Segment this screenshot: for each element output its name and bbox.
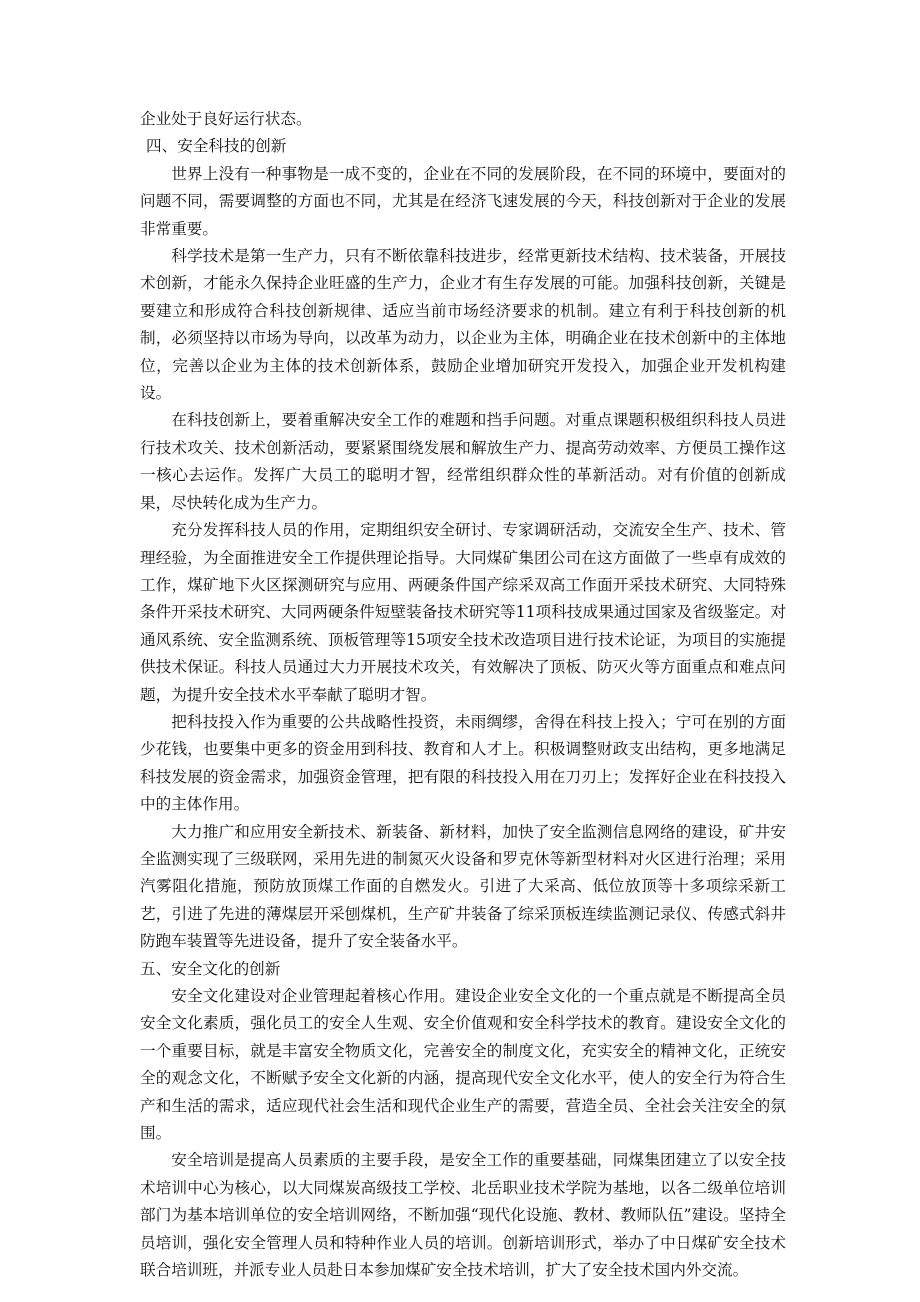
section-heading-tech-innovation: 四、安全科技的创新 [146,137,287,156]
paragraph: 充分发挥科技人员的作用，定期组织安全研讨、专家调研活动，交流安全生产、技术、管理经验，为全面推进安全工作提供理论指导。大同煤矿集团公司在这方面做了一些卓有成效的工作，煤矿地下火区探测研究与应用、两硬条件国产综采双高工作面开采技术研究、大同特殊条件开采技术研究、大同两硬条件短壁装备技术研究等11项科技成果通过国家及省级鉴定。对通风系统、安全监测系统、顶板管理等15项安全技术改造项目进行技术论证，为项目的实施提供技术保证。科技人员通过大力开展技术攻关，有效解决了顶板、防灭火等方面重点和难点问题，为提升安全技术水平奉献了聪明才智。 [140,521,786,704]
paragraph: 在科技创新上，要着重解决安全工作的难题和挡手问题。对重点课题积极组织科技人员进行技术攻关、技术创新活动，要紧紧围绕发展和解放生产力、提高劳动效率、方便员工操作这一核心去运作。发挥广大员工的聪明才智，经常组织群众性的革新活动。对有价值的创新成果，尽快转化成为生产力。 [140,411,786,512]
paragraph: 安全培训是提高人员素质的主要手段，是安全工作的重要基础，同煤集团建立了以安全技术培训中心为核心，以大同煤炭高级技工学校、北岳职业技术学院为基地，以各二级单位培训部门为基本培训单位的安全培训网络，不断加强“现代化设施、教材、教师队伍”建设。坚持全员培训，强化安全管理人员和特种作业人员的培训。创新培训形式，举办了中日煤矿安全技术联合培训班，并派专业人员赴日本参加煤矿安全技术培训，扩大了安全技术国内外交流。 [140,1151,786,1280]
paragraph: 大力推广和应用安全新技术、新装备、新材料，加快了安全监测信息网络的建设，矿井安全监测实现了三级联网，采用先进的制氮灭火设备和罗克休等新型材料对火区进行治理；采用汽雾阻化措施，预防放顶煤工作面的自燃发火。引进了大采高、低位放顶等十多项综采新工艺，引进了先进的薄煤层开采刨煤机，生产矿井装备了综采顶板连续监测记录仪、传感式斜井防跑车装置等先进设备，提升了安全装备水平。 [140,822,786,951]
paragraph: 安全文化建设对企业管理起着核心作用。建设企业安全文化的一个重点就是不断提高全员安全文化素质，强化员工的安全人生观、安全价值观和安全科学技术的教育。建设安全文化的一个重要目标，就是丰富安全物质文化，完善安全的制度文化，充实安全的精神文化，正统安全的观念文化，不断赋予安全文化新的内涵，提高现代安全文化水平，使人的安全行为符合生产和生活的需求，适应现代社会生活和现代企业生产的需要，营造全员、全社会关注安全的氛围。 [140,987,786,1143]
lead-line: 企业处于良好运行状态。 [140,110,312,128]
paragraph: 世界上没有一种事物是一成不变的，企业在不同的发展阶段，在不同的环境中，要面对的问题不同，需要调整的方面也不同，尤其是在经济飞速发展的今天，科技创新对于企业的发展非常重要。 [140,164,786,238]
paragraph: 把科技投入作为重要的公共战略性投资，未雨绸缪，舍得在科技上投入；宁可在别的方面少花钱，也要集中更多的资金用到科技、教育和人才上。积极调整财政支出结构，更多地满足科技发展的资金需求，加强资金管理，把有限的科技投入用在刀刃上；发挥好企业在科技投入中的主体作用。 [140,712,786,814]
paragraph: 科学技术是第一生产力，只有不断依靠科技进步，经常更新技术结构、技术装备，开展技术创新，才能永久保持企业旺盛的生产力，企业才有生存发展的可能。加强科技创新，关键是要建立和形成符合科技创新规律、适应当前市场经济要求的机制。建立有利于科技创新的机制，必须坚持以市场为导向，以改革为动力，以企业为主体，明确企业在技术创新中的主体地位，完善以企业为主体的技术创新体系，鼓励企业增加研究开发投入，加强企业开发机构建设。 [140,247,786,403]
section-heading-culture-innovation: 五、安全文化的创新 [140,959,281,978]
document-page [140,106,786,1284]
